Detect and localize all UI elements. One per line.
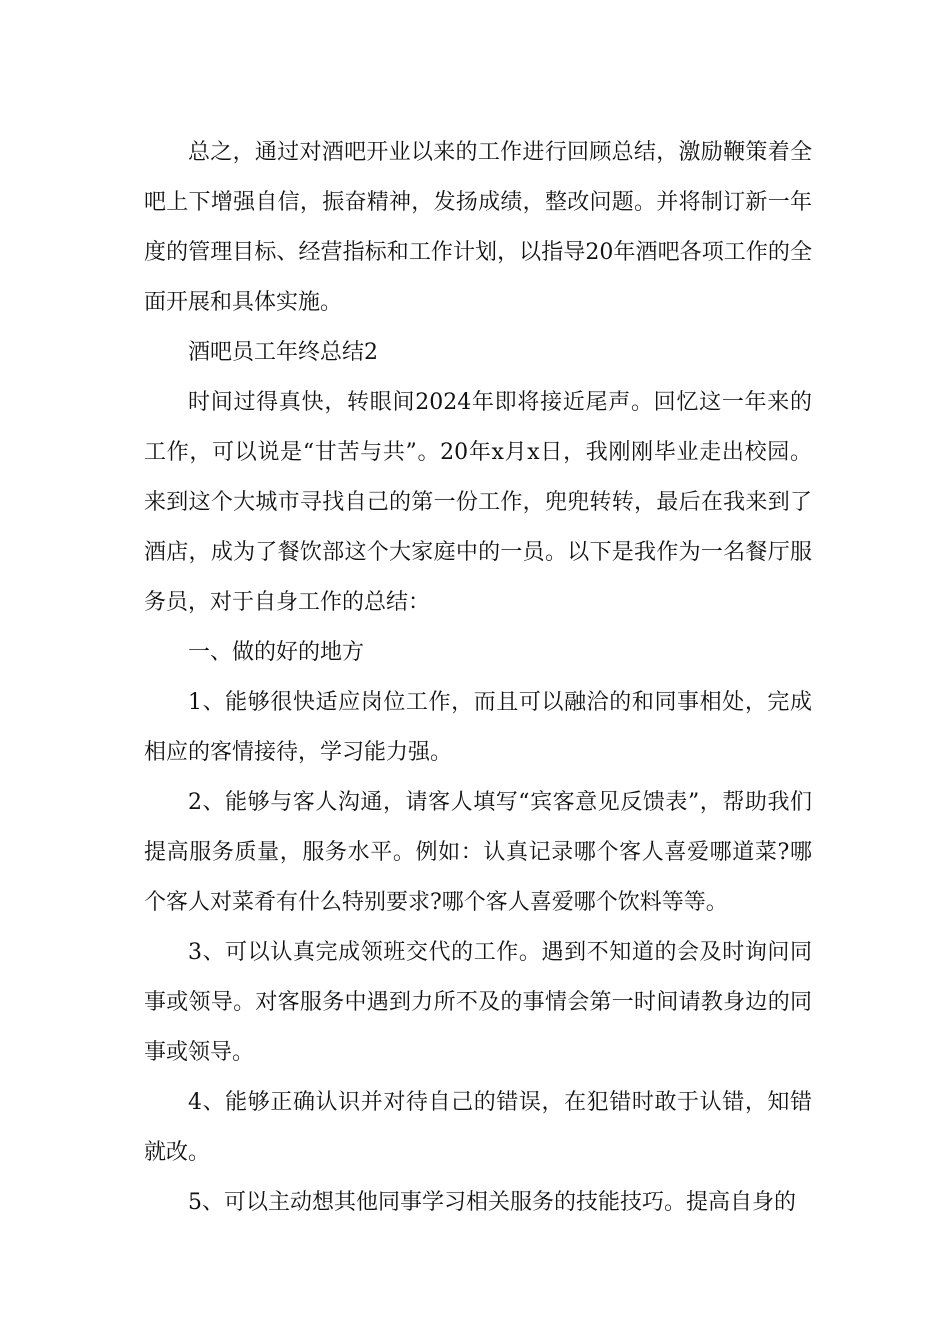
subheading-strengths: 一、做的好的地方 bbox=[188, 640, 365, 665]
paragraph-summary: 总之，通过对酒吧开业以来的工作进行回顾总结，激励鞭策着全吧上下增强自信，振奋精神，发扬成绩，整改问题。并将制订新一年度的管理目标、经营指标和工作计划，以指导20年酒吧各项工作的全面开展和具体实施。 bbox=[144, 140, 812, 315]
section-title: 酒吧员工年终总结2 bbox=[188, 340, 378, 365]
list-item-5: 5、可以主动想其他同事学习相关服务的技能技巧。提高自身的 bbox=[188, 1190, 796, 1215]
list-item-2: 2、能够与客人沟通，请客人填写“宾客意见反馈表”，帮助我们提高服务质量，服务水平。例如：认真记录哪个客人喜爱哪道菜?哪个客人对菜肴有什么特别要求?哪个客人喜爱哪个饮料等等。 bbox=[144, 790, 812, 915]
list-item-1: 1、能够很快适应岗位工作，而且可以融洽的和同事相处，完成相应的客情接待，学习能力强。 bbox=[144, 690, 812, 765]
list-item-4: 4、能够正确认识并对待自己的错误，在犯错时敢于认错，知错就改。 bbox=[144, 1090, 812, 1165]
document-body bbox=[144, 128, 812, 1228]
list-item-3: 3、可以认真完成领班交代的工作。遇到不知道的会及时询问同事或领导。对客服务中遇到力所不及的事情会第一时间请教身边的同事或领导。 bbox=[144, 940, 812, 1065]
paragraph-intro: 时间过得真快，转眼间2024年即将接近尾声。回忆这一年来的工作，可以说是“甘苦与共”。20年x月x日，我刚刚毕业走出校园。来到这个大城市寻找自己的第一份工作，兜兜转转，最后在我来到了酒店，成为了餐饮部这个大家庭中的一员。以下是我作为一名餐厅服务员，对于自身工作的总结： bbox=[144, 390, 812, 615]
